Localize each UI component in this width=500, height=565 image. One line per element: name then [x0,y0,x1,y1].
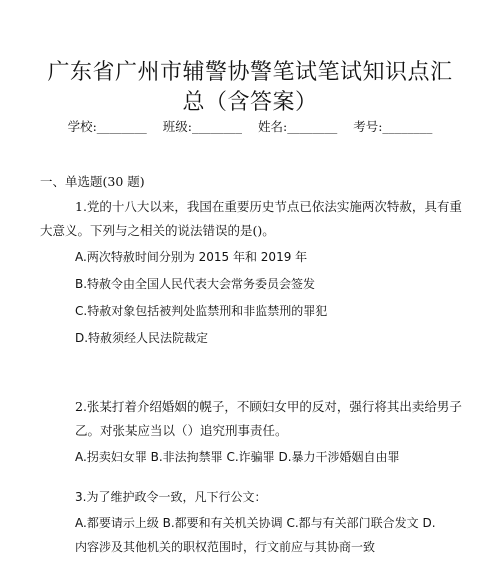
question-1-option-b: B.特赦令由全国人民代表大会常务委员会签发 [75,277,316,291]
question-3-line-3: 内容涉及其他机关的职权范围时，行文前应与其协商一致 [75,540,376,554]
question-3-line-1: 3.为了维护政令一致，凡下行公文： [75,490,267,504]
question-1-option-a: A.两次特赦时间分别为 2015 年和 2019 年 [75,250,308,264]
section-title: 一、单选题(30 题) [40,174,145,189]
student-info-line [0,117,500,135]
exam-number-field: 考号:________ [353,119,433,134]
name-field: 姓名:________ [257,119,338,134]
document-title [40,58,460,118]
question-3-line-2: A.都要请示上级 B.都要和有关机关协调 C.都与有关部门联合发文 D. [75,516,436,530]
class-field: 班级:________ [162,119,242,134]
title-line-2: 总（含答案） [182,90,318,115]
school-field: 学校:________ [67,119,147,134]
title-line-1: 广东省广州市辅警协警笔试笔试知识点汇 [47,60,453,85]
question-1-option-d: D.特赦须经人民法院裁定 [75,331,209,345]
question-2-options: A.拐卖妇女罪 B.非法拘禁罪 C.诈骗罪 D.暴力干涉婚姻自由罪 [75,450,400,464]
question-1-option-c: C.特赦对象包括被判处监禁刑和非监禁刑的罪犯 [75,304,328,318]
question-2-line-1: 2.张某打着介绍婚姻的幌子，不顾妇女甲的反对，强行将其出卖给男子 [75,399,462,414]
question-1-line-1: 1.党的十八大以来，我国在重要历史节点已依法实施两次特赦，具有重 [75,199,462,214]
question-1-line-2: 大意义。下列与之相关的说法错误的是()。 [40,223,275,238]
question-2-line-2: 乙。对张某应当以（）追究刑事责任。 [75,423,288,438]
